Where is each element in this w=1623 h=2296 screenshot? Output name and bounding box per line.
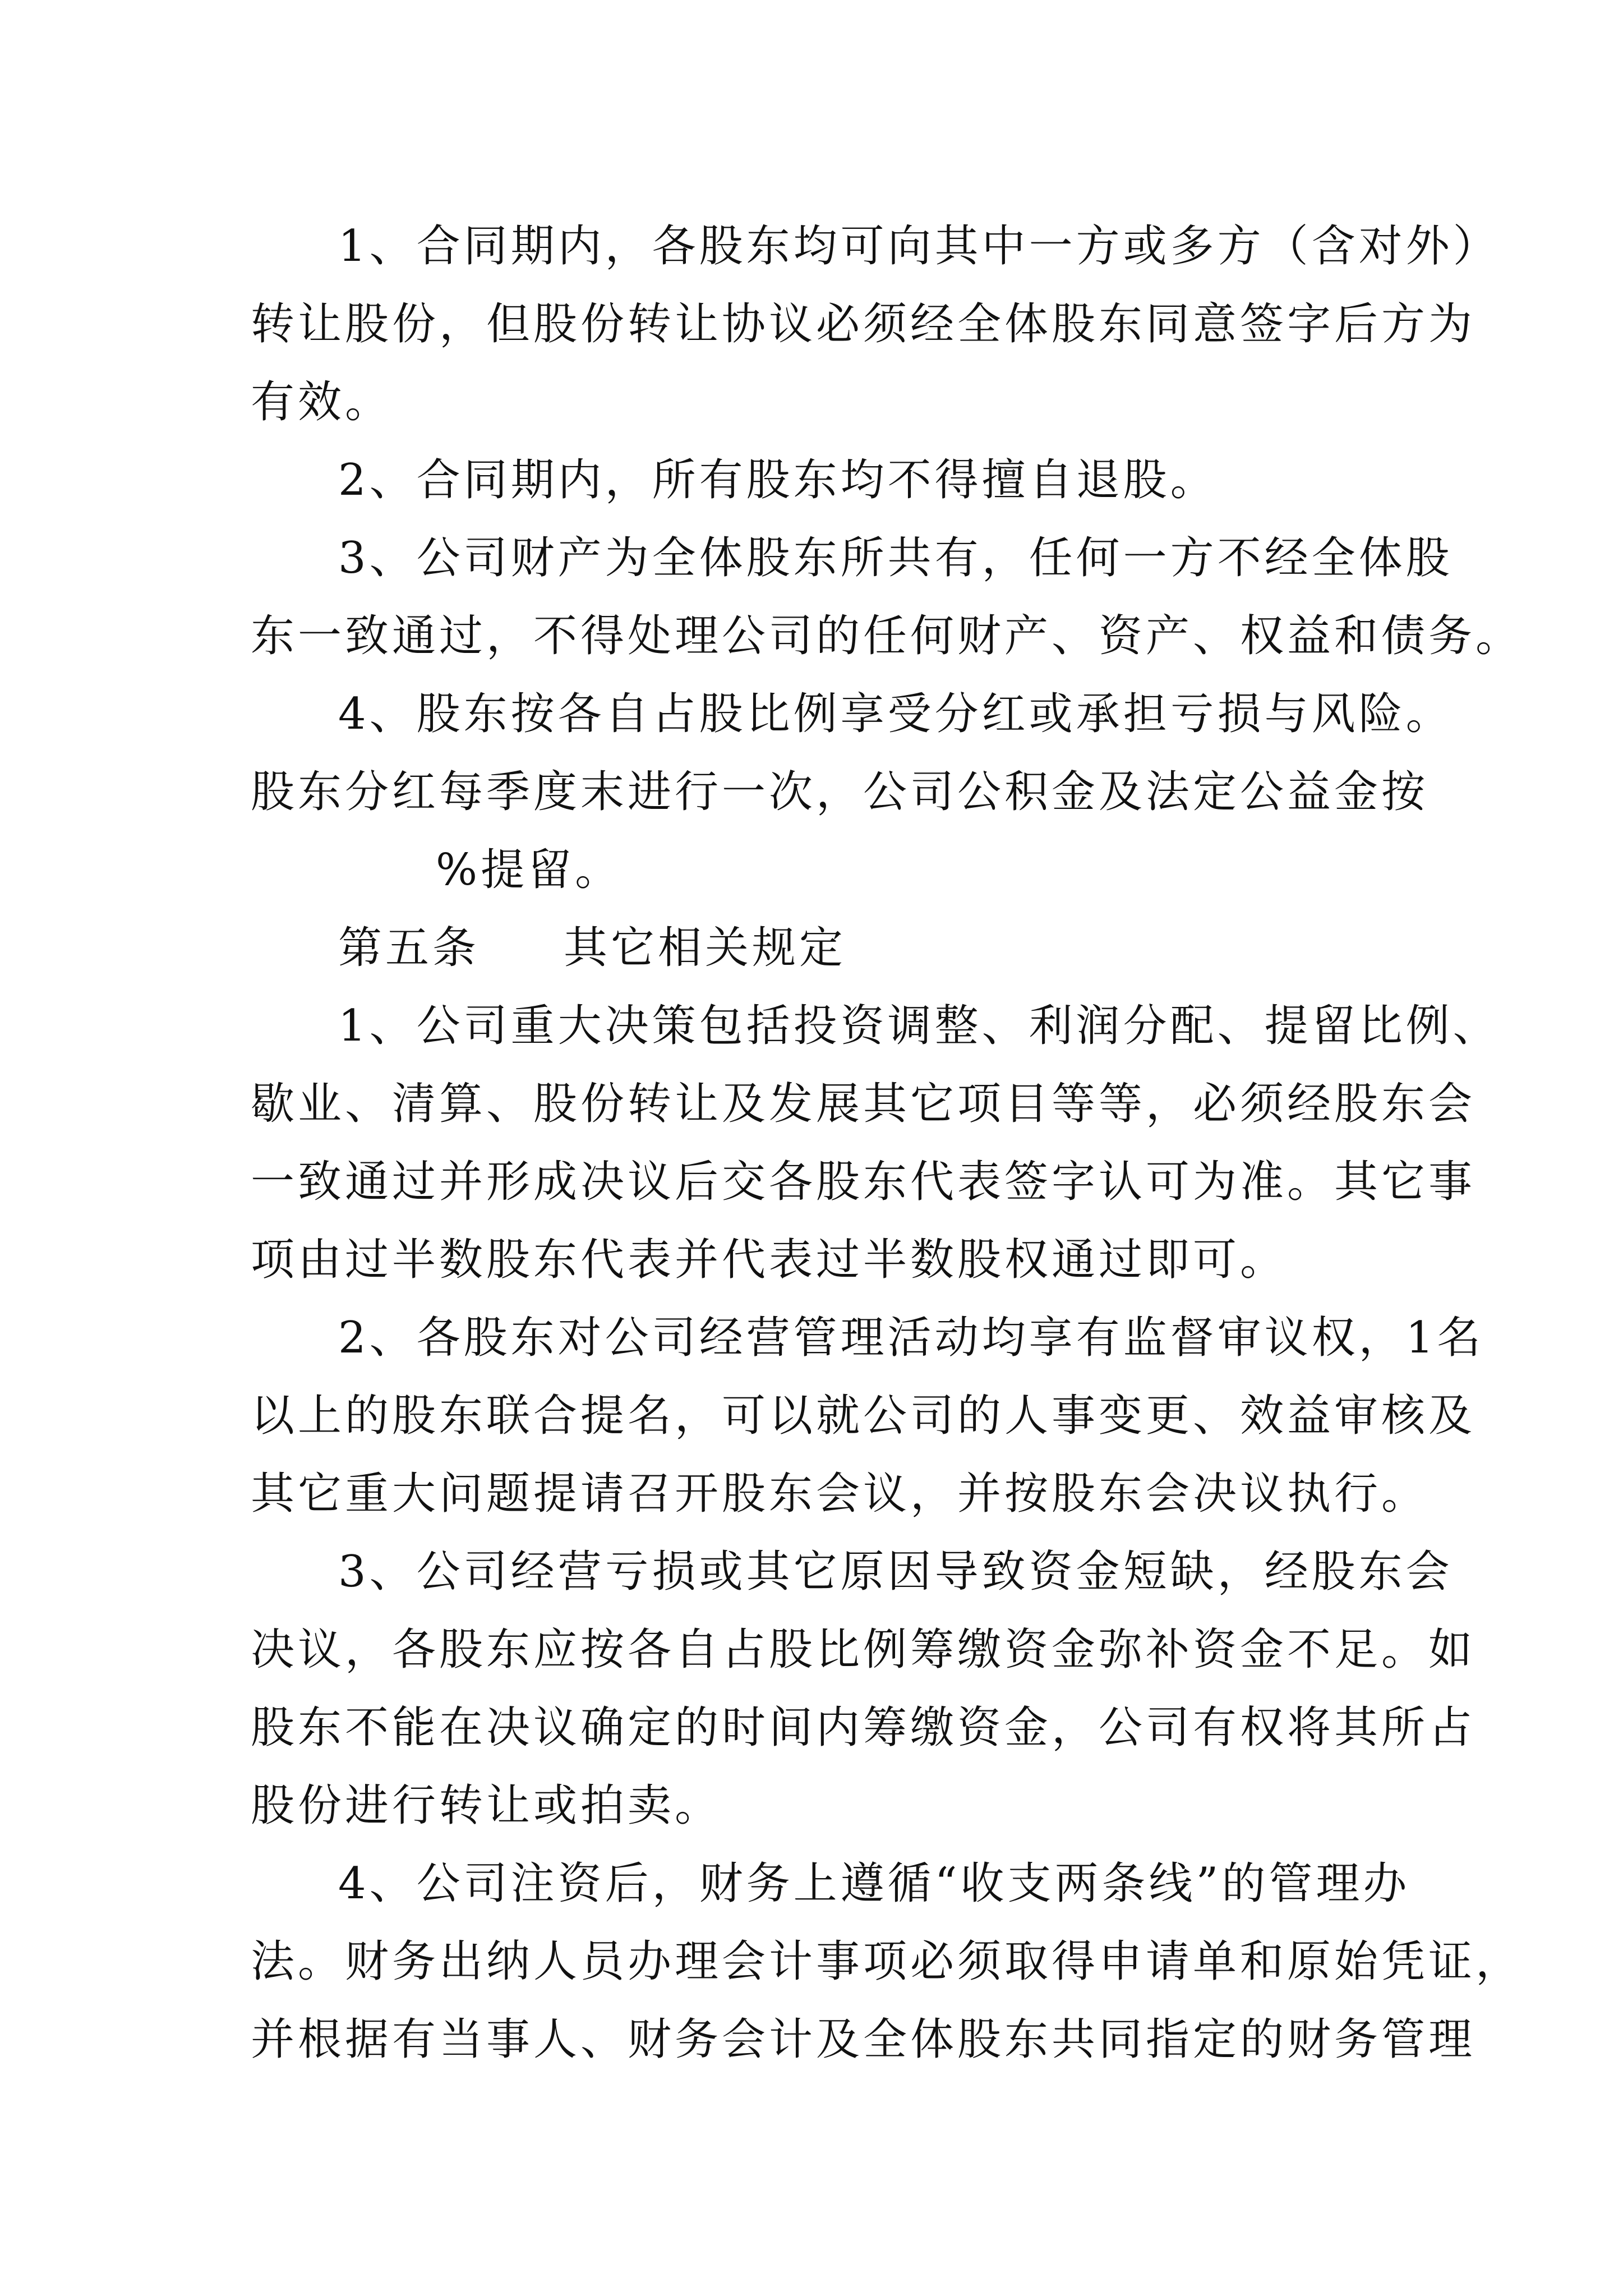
paragraph-line: 决议，各股东应按各自占股比例筹缴资金弥补资金不足。如 (251, 1625, 1476, 1675)
paragraph-line: 东一致通过，不得处理公司的任何财产、资产、权益和债务。 (251, 611, 1523, 661)
paragraph-line: 4、公司注资后，财务上遵循“收支两条线”的管理办 (338, 1858, 1410, 1909)
paragraph-line: 法。财务出纳人员办理会计事项必须取得申请单和原始凭证， (251, 1936, 1523, 1987)
paragraph-line: 其它重大问题提请召开股东会议，并按股东会决议执行。 (251, 1469, 1429, 1519)
paragraph-line: 歇业、清算、股份转让及发展其它项目等等，必须经股东会 (251, 1079, 1476, 1129)
paragraph-line: 2、合同期内，所有股东均不得擅自退股。 (338, 455, 1218, 505)
paragraph-line: 以上的股东联合提名，可以就公司的人事变更、效益审核及 (251, 1391, 1476, 1441)
paragraph-line: 项由过半数股东代表并代表过半数股权通过即可。 (251, 1235, 1288, 1285)
paragraph-line: 股东不能在决议确定的时间内筹缴资金，公司有权将其所占 (251, 1703, 1476, 1753)
article-number: 第五条 (338, 923, 480, 973)
paragraph-line: 3、公司财产为全体股东所共有，任何一方不经全体股 (338, 533, 1453, 583)
paragraph-line: 2、各股东对公司经营管理活动均享有监督审议权，1名 (338, 1313, 1484, 1363)
paragraph-line: 并根据有当事人、财务会计及全体股东共同指定的财务管理 (251, 2014, 1476, 2065)
paragraph-line: %提留。 (436, 845, 623, 895)
paragraph-line: 转让股份，但股份转让协议必须经全体股东同意签字后方为 (251, 299, 1476, 349)
paragraph-line: 股东分红每季度末进行一次，公司公积金及法定公益金按 (251, 767, 1429, 817)
article-heading (251, 909, 1389, 987)
document-body (251, 208, 1523, 2079)
paragraph-line: 1、合同期内，各股东均可向其中一方或多方（含对外） (338, 221, 1500, 272)
paragraph-line: 一致通过并形成决议后交各股东代表签字认可为准。其它事 (251, 1157, 1476, 1207)
paragraph-line: 4、股东按各自占股比例享受分红或承担亏损与风险。 (338, 689, 1453, 739)
paragraph-line: 股份进行转让或拍卖。 (251, 1780, 722, 1831)
article-title: 其它相关规定 (564, 923, 847, 973)
paragraph-line: 1、公司重大决策包括投资调整、利润分配、提留比例、 (338, 1001, 1500, 1051)
paragraph-line: 有效。 (251, 377, 393, 427)
paragraph-line: 3、公司经营亏损或其它原因导致资金短缺，经股东会 (338, 1547, 1453, 1597)
